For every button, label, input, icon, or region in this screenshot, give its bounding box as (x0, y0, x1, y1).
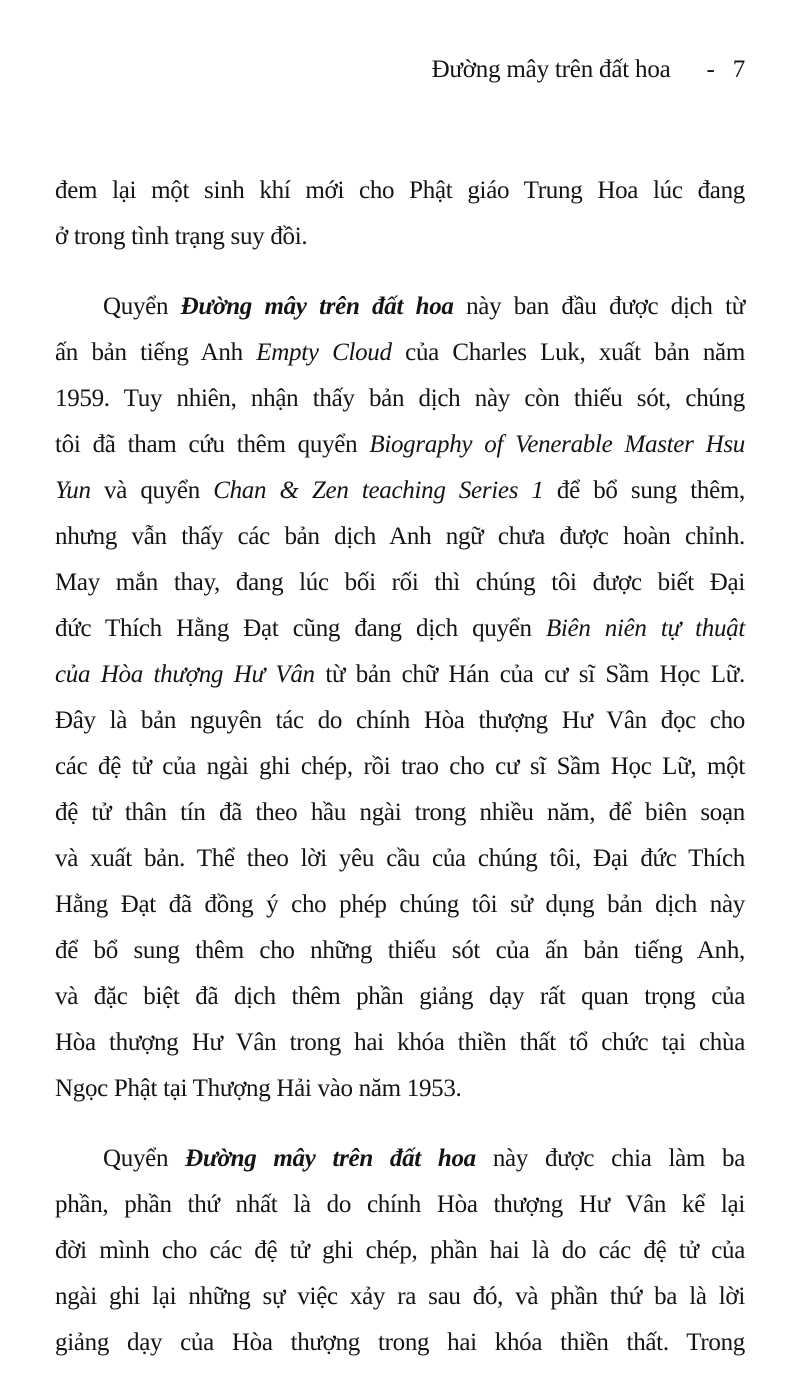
text-line (55, 606, 745, 652)
text-line (55, 698, 745, 744)
text-line (55, 652, 745, 698)
text-segment: Hằng Đạt đã đồng ý cho phép chúng tôi sử dụng bản dịch này (55, 891, 745, 918)
text-segment: này ban đầu được dịch từ (453, 293, 745, 320)
text-line (55, 1136, 745, 1182)
text-segment: tôi đã tham cứu thêm quyển (55, 431, 370, 458)
text-segment: Ngọc Phật tại Thượng Hải vào năm 1953. (55, 1075, 462, 1102)
text-segment: để bổ sung thêm cho những thiếu sót của ấn bản tiếng Anh, (55, 937, 745, 964)
text-segment: nhưng vẫn thấy các bản dịch Anh ngữ chưa được hoàn chỉnh. (55, 523, 745, 550)
text-segment: từ bản chữ Hán của cư sĩ Sầm Học Lữ. (314, 661, 745, 688)
book-title: Đường mây trên đất hoa (180, 293, 454, 320)
paragraph (55, 168, 745, 260)
running-header (55, 52, 745, 88)
text-segment: 1959. Tuy nhiên, nhận thấy bản dịch này còn thiếu sót, chúng (55, 385, 745, 412)
text-segment: đem lại một sinh khí mới cho Phật giáo Trung Hoa lúc đang (55, 177, 745, 204)
text-line (55, 468, 745, 514)
work-title: Biography of Venerable Master Hsu (369, 431, 745, 458)
text-segment: Hòa thượng Hư Vân trong hai khóa thiền thất tổ chức tại chùa (55, 1029, 745, 1056)
text-segment: và quyển (90, 477, 214, 504)
text-line (55, 1020, 745, 1066)
text-line (55, 882, 745, 928)
text-segment: Quyển (103, 293, 181, 320)
text-line (55, 1320, 745, 1366)
text-segment: giảng dạy của Hòa thượng trong hai khóa thiền thất. Trong (55, 1329, 745, 1356)
text-segment: ngài ghi lại những sự việc xảy ra sau đó, và phần thứ ba là lời (55, 1283, 745, 1310)
text-segment: phần, phần thứ nhất là do chính Hòa thượng Hư Vân kể lại (55, 1191, 745, 1218)
work-title: Chan & Zen teaching Series 1 (213, 477, 544, 504)
text-line (55, 514, 745, 560)
text-line (55, 284, 745, 330)
text-line (55, 836, 745, 882)
text-segment: của Charles Luk, xuất bản năm (391, 339, 745, 366)
work-title: của Hòa thượng Hư Vân (55, 661, 315, 688)
text-line (55, 422, 745, 468)
text-line (55, 1182, 745, 1228)
text-line (55, 560, 745, 606)
text-segment: May mắn thay, đang lúc bối rối thì chúng tôi được biết Đại (55, 569, 745, 596)
text-segment: và xuất bản. Thể theo lời yêu cầu của chúng tôi, Đại đức Thích (55, 845, 745, 872)
text-segment: Quyển (103, 1145, 186, 1172)
paragraph (55, 1136, 745, 1366)
running-title: Đường mây trên đất hoa (431, 56, 671, 83)
text-line (55, 928, 745, 974)
text-line (55, 974, 745, 1020)
paragraph (55, 284, 745, 1112)
book-title: Đường mây trên đất hoa (185, 1145, 476, 1172)
text-segment: ấn bản tiếng Anh (55, 339, 257, 366)
page-body (55, 168, 745, 1366)
text-segment: để bổ sung thêm, (543, 477, 745, 504)
text-segment: ở trong tình trạng suy đồi. (55, 223, 308, 250)
text-segment: đời mình cho các đệ tử ghi chép, phần hai là do các đệ tử của (55, 1237, 745, 1264)
text-segment: này được chia làm ba (475, 1145, 745, 1172)
text-segment: đức Thích Hằng Đạt cũng đang dịch quyển (55, 615, 546, 642)
text-line (55, 744, 745, 790)
text-segment: và đặc biệt đã dịch thêm phần giảng dạy rất quan trọng của (55, 983, 745, 1010)
text-line (55, 376, 745, 422)
text-segment: các đệ tử của ngài ghi chép, rồi trao cho cư sĩ Sầm Học Lữ, một (55, 753, 745, 780)
text-line (55, 790, 745, 836)
text-segment: Đây là bản nguyên tác do chính Hòa thượng Hư Vân đọc cho (55, 707, 745, 734)
text-line (55, 1228, 745, 1274)
text-segment: đệ tử thân tín đã theo hầu ngài trong nhiều năm, để biên soạn (55, 799, 745, 826)
text-line (55, 330, 745, 376)
text-line (55, 168, 745, 214)
work-title: Biên niên tự thuật (545, 615, 745, 642)
text-line (55, 214, 745, 260)
work-title: Yun (55, 477, 91, 504)
work-title: Empty Cloud (256, 339, 392, 366)
text-line (55, 1274, 745, 1320)
text-line (55, 1066, 745, 1112)
page-number: 7 (732, 56, 745, 83)
header-separator: - (706, 56, 715, 83)
